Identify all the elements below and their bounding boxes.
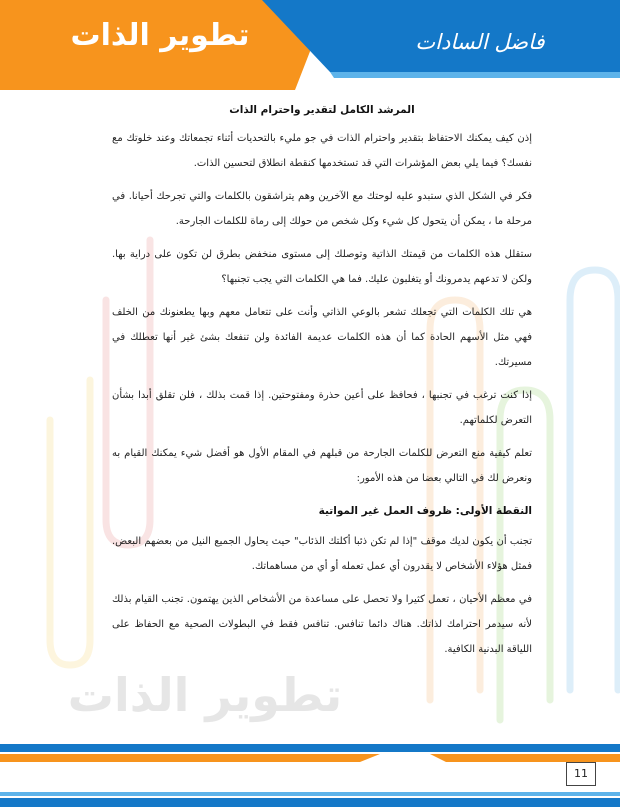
paragraph-3: ستقلل هذه الكلمات من قيمتك الذاتية وتوصلك إلى مستوى منخفض بطرق لن تكون على دراية بها. ولكن لا تدعهم يدمرونك أو يتغلبون عليك. فما هي الكلمات التي يجب تجنبها؟ [112,249,532,285]
watermark-text: تطوير الذات [67,668,343,722]
section-paragraph-2: في معظم الأحيان ، تعمل كثيرا ولا تحصل على مساعدة من الأشخاص الذين يهتمون. تجنب القيام بذلك لأنه سيدمر احترامك لذاتك. هناك دائما تنافس. تنافس فقط في البطولات الصحية مع الحفاظ على اللياقة البدنية الكافية. [112,594,532,655]
paragraph-4: هي تلك الكلمات التي تجعلك تشعر بالوعي الذاتي وأنت على تتعامل معهم وبها يطعنونك من الخلف فهي مثل الأسهم الحادة كما أن هذه الكلمات عديمة الفائدة ولن تنفعك بشئ غير أنها تعطلك في مسيرتك. [112,307,532,368]
article-title: المرشد الكامل لتقدير واحترام الذات [229,104,415,116]
section-paragraph-1: تجنب أن يكون لديك موقف "إذا لم تكن ذئبا أكلتك الذئاب" حيث يحاول الجميع النيل من بعضهم البعض. فمثل هؤلاء الأشخاص لا يقدرون أي عمل تعمله أو أي من مساهماتك. [112,536,532,572]
author-name: فاضل السادات [415,30,545,54]
footer-banner-graphic [0,740,620,807]
article [112,98,532,670]
paragraph-1: إذن كيف يمكنك الاحتفاظ بتقدير واحترام الذات في جو مليء بالتحديات أثناء تجمعاتك وعند خلوتك مع نفسك؟ فيما يلي بعض المؤشرات التي قد تستخدمها كنقطة انطلاق لتحسين الذات. [112,133,532,169]
section-heading: النقطة الأولى: ظروف العمل غير المواتية [318,505,532,517]
page-footer [0,740,620,807]
page-header [0,0,620,92]
page-number: 11 [566,762,596,786]
paragraph-5: إذا كنت ترغب في تجنبها ، فحافظ على أعين حذرة ومفتوحتين. إذا قمت بذلك ، فلن تقلق أبدا بشأن التعرض لكلماتهم. [112,390,532,426]
brand-title: تطوير الذات [70,18,250,53]
paragraph-2: فكر في الشكل الذي ستبدو عليه لوحتك مع الآخرين وهم يتراشقون بالكلمات والتي تجرحك أحيانا. في مرحلة ما ، يمكن أن يتحول كل شيء وكل شخص من حولك إلى رماة للكلمات الجارحة. [112,191,532,227]
paragraph-6: تعلم كيفية منع التعرض للكلمات الجارحة من قبلهم في المقام الأول هو أفضل شيء يمكنك القيام به ونعرض لك في التالي بعضا من هذه الأمور: [112,448,532,484]
